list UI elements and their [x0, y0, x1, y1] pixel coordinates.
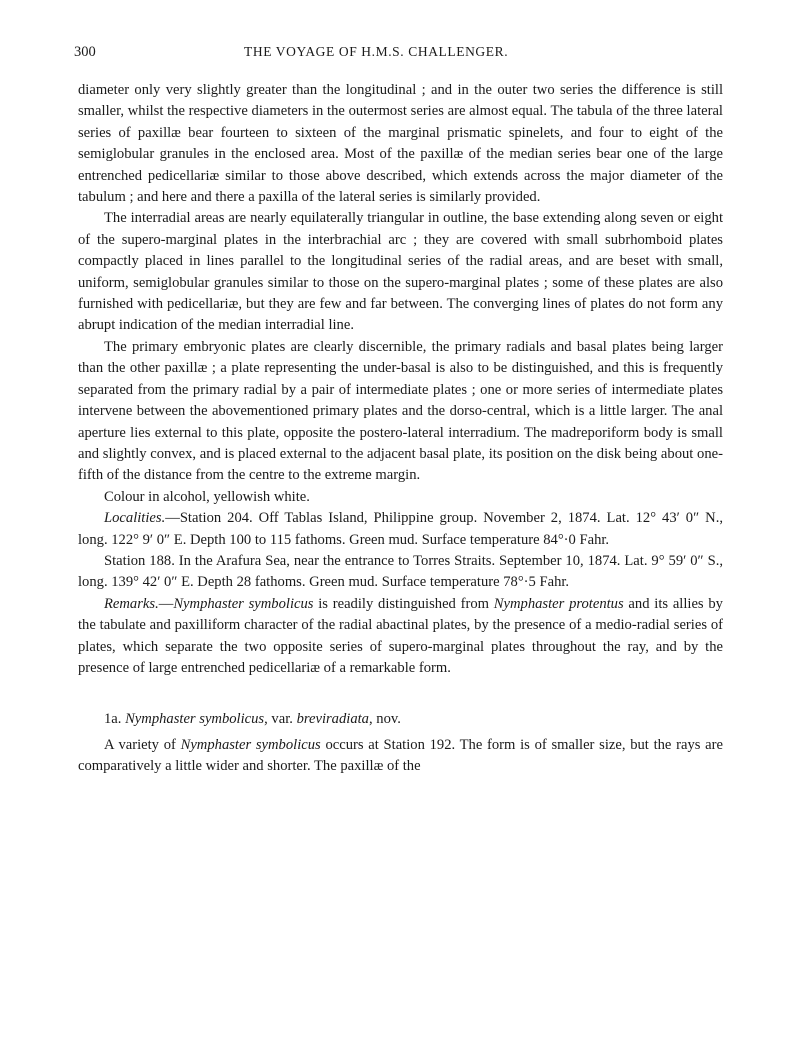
- running-title: THE VOYAGE OF H.M.S. CHALLENGER.: [244, 44, 509, 59]
- remarks-label: Remarks.: [104, 595, 159, 612]
- paragraph-remarks: [78, 594, 723, 680]
- paragraph-localities: [78, 508, 723, 551]
- remarks-text-1: is readily distinguished from: [313, 595, 494, 612]
- remarks-dash: —: [158, 595, 174, 612]
- body-text: [78, 80, 723, 778]
- paragraph-variety: [78, 735, 723, 778]
- paragraph-colour: Colour in alcohol, yellowish white.: [104, 488, 310, 505]
- remarks-text-2: and its allies by the tabulate and paxilliform character of the radial abactinal plates, by the presence of a medio-radial series of plates, which separate the two opposite series of supero-marginal plates throughout the ray, and by the presence of large entrenched pedicellariæ of a remarkable form.: [78, 595, 723, 676]
- paragraph-interradial-areas: The interradial areas are nearly equilaterally triangular in outline, the base extending along seven or eight of the supero-marginal plates in the interbrachial arc ; they are covered with small subrhomboid plates compactly placed in lines parallel to the longitudinal series of the radial areas, and are beset with small, uniform, semiglobular granules similar to those on the supero-marginal plates ; some of these plates are also furnished with pedicellariæ, but they are few and far between. The converging lines of plates do not form any abrupt indication of the median interradial line.: [78, 210, 723, 334]
- paragraph-station-188: Station 188. In the Arafura Sea, near the entrance to Torres Straits. September 10, 1874. Lat. 9° 59′ 0″ S., long. 139° 42′ 0″ E. Depth 28 fathoms. Green mud. Surface temperature 78°·5 Fahr.: [78, 552, 723, 591]
- variety-heading: [78, 709, 723, 730]
- species-name-symbolicus: Nymphaster symbolicus: [173, 595, 314, 612]
- variety-separator: , var.: [264, 711, 297, 728]
- variety-text-end: occurs at Station 192. The form is of smaller size, but the rays are comparatively a little wider and shorter. The paxillæ of the: [78, 736, 723, 775]
- paragraph-tabula-description: diameter only very slightly greater than the longitudinal ; and in the outer two series the difference is still smaller, whilst the respective diameters in the outermost series are almost equal. The tabula of the three lateral series of paxillæ bear fourteen to sixteen of the marginal prismatic spinelets, and four to eight of the semiglobular granules in the enclosed area. Most of the paxillæ of the median series bear one of the large entrenched pedicellariæ similar to those above described, which extends across the major diameter of the tabulum ; and here and there a paxilla of the lateral series is similarly provided.: [78, 82, 723, 206]
- localities-text: —Station 204. Off Tablas Island, Philippine group. November 2, 1874. Lat. 12° 43′ 0″ N., long. 122° 9′ 0″ E. Depth 100 to 115 fathoms. Green mud. Surface temperature 84°·0 Fahr.: [78, 510, 723, 548]
- species-name-protentus: Nymphaster protentus: [493, 595, 624, 612]
- variety-suffix: , nov.: [368, 711, 401, 728]
- variety-species-name: Nymphaster symbolicus: [125, 711, 265, 728]
- variety-text-start: A variety of: [104, 736, 181, 753]
- variety-number: 1a.: [104, 711, 126, 728]
- localities-label: Localities.: [104, 510, 166, 527]
- variety-text-species: Nymphaster symbolicus: [180, 736, 321, 753]
- section-gap: [78, 679, 723, 709]
- page-number: 300: [74, 44, 96, 60]
- page-header: [74, 44, 724, 64]
- variety-name: breviradiata: [296, 711, 369, 728]
- paragraph-embryonic-plates: The primary embryonic plates are clearly discernible, the primary radials and basal plates being larger than the other paxillæ ; a plate representing the under-basal is also to be distinguished, and this is frequently separated from the primary radial by a pair of intermediate plates ; one or more series of intermediate plates intervene between the abovementioned primary plates and the dorso-central, which is a little larger. The anal aperture lies external to this plate, opposite the postero-lateral interradium. The madreporiform body is small and slightly convex, and is placed external to the adjacent basal plate, its position on the disk being about one-fifth of the distance from the centre to the extreme margin.: [78, 338, 723, 484]
